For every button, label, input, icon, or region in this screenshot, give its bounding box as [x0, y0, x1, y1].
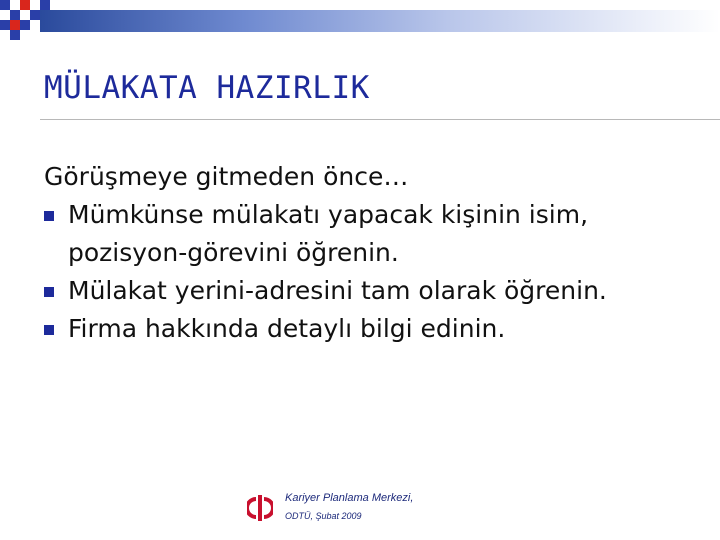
bullet-text: Firma hakkında detaylı bilgi edinin. [68, 314, 506, 343]
checkerboard-decoration [0, 0, 60, 44]
square-bullet-icon [44, 211, 54, 221]
footer-place-date: ODTÜ, Şubat 2009 [285, 511, 362, 521]
square-bullet-icon [44, 325, 54, 335]
footer [247, 491, 467, 527]
square-bullet-icon [44, 287, 54, 297]
header-gradient-bar [40, 10, 720, 32]
title-divider [40, 119, 720, 120]
list-item [44, 196, 704, 272]
list-item [44, 272, 704, 310]
odtu-logo-icon [247, 493, 273, 523]
list-item [44, 310, 704, 348]
bullet-list [44, 196, 704, 348]
bullet-text: Mülakat yerini-adresini tam olarak öğrenin. [68, 276, 607, 305]
slide-title: MÜLAKATA HAZIRLIK [44, 70, 370, 106]
footer-organization: Kariyer Planlama Merkezi, [285, 492, 414, 504]
intro-text: Görüşmeye gitmeden önce… [44, 162, 409, 191]
bullet-text: Mümkünse mülakatı yapacak kişinin isim, pozisyon-görevini öğrenin. [68, 200, 589, 267]
slide-body [44, 158, 704, 348]
